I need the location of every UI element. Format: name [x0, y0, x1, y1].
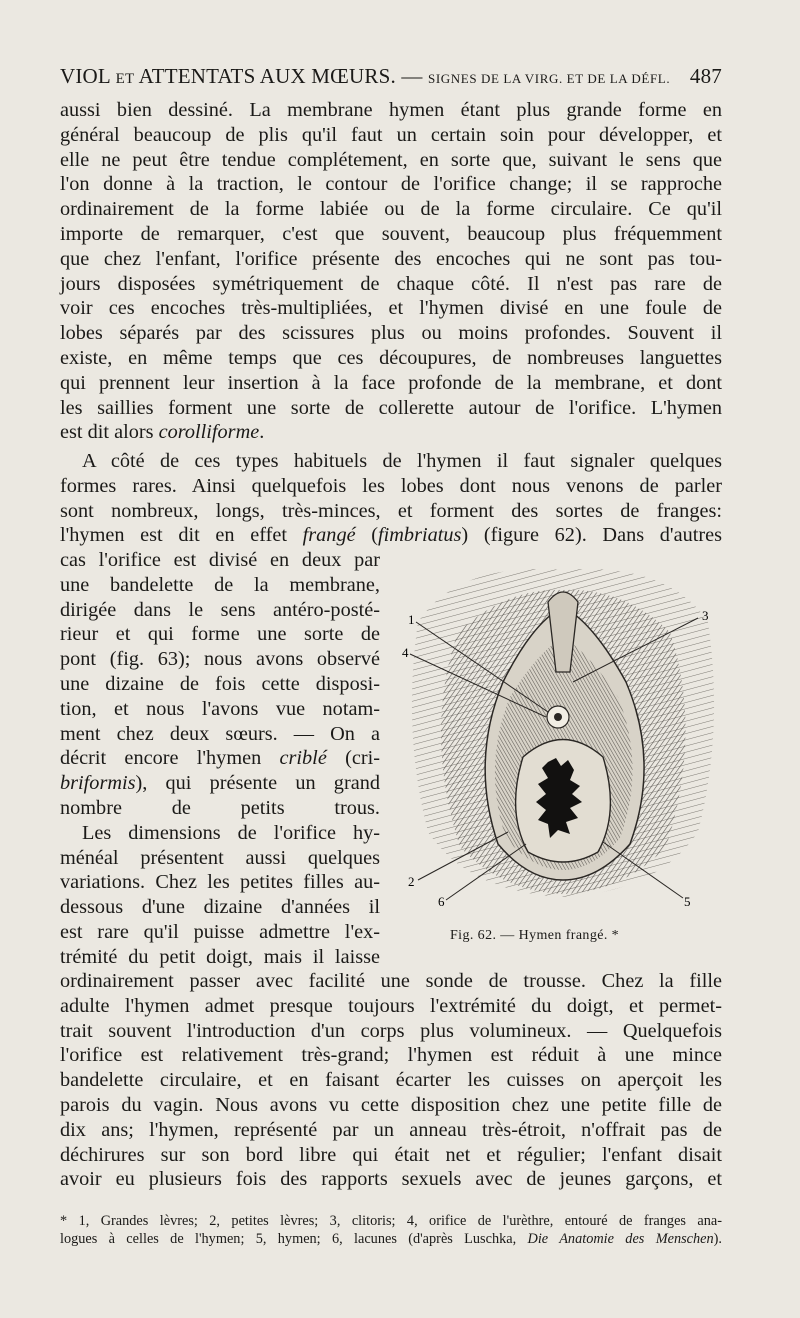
text-line: bandelette circulaire, et en faisant écarter les cuisses on aperçoit les — [60, 1069, 722, 1092]
text-line: qui prennent leur insertion à la face profonde de la membrane, et dont — [60, 371, 722, 394]
text-line: avoir eu plusieurs fois des rapports sexuels avec de jeunes garçons, et — [60, 1168, 722, 1191]
term-crible: criblé — [279, 747, 327, 770]
text-line: général beaucoup de plis qu'il faut un certain soin pour développer, et — [60, 123, 722, 146]
text-line: une dizaine de fois cette disposi- — [60, 672, 380, 695]
figure-caption: Fig. 62. — Hymen frangé. * — [450, 928, 620, 943]
text-line: tion, et nous l'avons vue notam- — [60, 697, 380, 720]
text-line: sont nombreux, longs, très-minces, et forment des sortes de franges: — [60, 499, 722, 522]
text-line: trémité du petit doigt, mais il laisse — [60, 945, 380, 968]
page-number: 487 — [689, 64, 722, 88]
text-line: ménéal présentent aussi quelques — [60, 846, 380, 869]
text-line: dirigée dans le sens antéro-posté- — [60, 598, 380, 621]
text-line: variations. Chez les petites filles au- — [60, 871, 380, 894]
text-line: trait souvent l'introduction d'un corps plus volumineux. — Quelquefois — [60, 1019, 722, 1042]
text-line: est dit alors corolliforme. — [60, 421, 265, 444]
text-line: ordinairement passer avec facilité une sonde de trousse. Chez la fille — [60, 970, 722, 992]
term-fimbriatus: fimbriatus — [378, 524, 462, 547]
text-line: ordinairement de la forme labiée ou de la forme circulaire. Ce qu'il — [60, 198, 722, 221]
text-line: déchirures sur son bord libre qui était net et régulier; l'enfant disait — [60, 1143, 722, 1166]
text-line: dessous d'une dizaine d'années il — [60, 896, 380, 919]
text-line: parois du vagin. Nous avons vu cette disposition chez une petite fille de — [60, 1093, 722, 1116]
text-line: dix ans; l'hymen, représenté par un anneau très-étroit, n'offrait pas de — [60, 1118, 722, 1141]
text-line: l'hymen est dit en effet frangé (fimbriatus) (figure 62). Dans d'autres — [60, 524, 722, 547]
text-line: l'orifice est relativement très-grand; l'hymen est réduit à une mince — [60, 1044, 722, 1067]
figure-label: 5 — [684, 894, 691, 909]
text-line: rieur et qui forme une sorte de — [60, 623, 380, 646]
term-frange: frangé — [302, 524, 356, 547]
paragraph-1 — [60, 98, 722, 445]
text-line: cas l'orifice est divisé en deux par — [60, 549, 380, 571]
footnote — [60, 1212, 722, 1248]
text-line: lobes séparés par des scissures plus ou moins profondes. Souvent il — [60, 322, 722, 345]
text-line: décrit encore l'hymen criblé (cri- — [60, 747, 380, 770]
text-line: nombre de petits trous. — [60, 796, 380, 819]
text-line: A côté de ces types habituels de l'hymen il faut signaler quelques — [82, 450, 722, 472]
text-line: que chez l'enfant, l'orifice présente des encoches qui ne sont pas tou- — [60, 247, 722, 270]
paragraph-3 — [60, 969, 722, 1192]
paragraph-2 — [60, 449, 722, 548]
text-line: une bandelette de la membrane, — [60, 573, 380, 596]
text-line: jours disposées symétriquement de chaque côté. Il n'est pas rare de — [60, 272, 722, 295]
term-cribriformis: briformis — [60, 772, 136, 795]
figure-label: 2 — [408, 874, 415, 889]
text-line: aussi bien dessiné. La membrane hymen étant plus grande forme en — [60, 99, 722, 121]
running-header — [60, 64, 722, 89]
figure-label: 1 — [408, 612, 415, 627]
book-title: Die Anatomie des Menschen — [527, 1231, 714, 1247]
text-line: voir ces encoches très-multipliées, et l'hymen divisé en une foule de — [60, 297, 722, 320]
header-title: VIOL ET ATTENTATS AUX MŒURS. — SIGNES DE LA VIRG. ET DE LA DÉFL. — [60, 64, 671, 88]
figure-label: 3 — [702, 608, 709, 623]
footnote-line: * 1, Grandes lèvres; 2, petites lèvres; 3, clitoris; 4, orifice de l'urèthre, entouré de franges ana- — [60, 1213, 722, 1229]
anatomical-engraving — [398, 562, 724, 922]
text-line: l'on donne à la traction, le contour de l'orifice change; il se rapproche — [60, 173, 722, 196]
footnote-line: logues à celles de l'hymen; 5, hymen; 6, lacunes (d'après Luschka, Die Anatomie des Menschen). — [60, 1231, 722, 1247]
text-line: ment chez deux sœurs. — On a — [60, 722, 380, 745]
text-line: Les dimensions de l'orifice hy- — [82, 821, 380, 844]
figure-label: 6 — [438, 894, 445, 909]
text-line: importe de remarquer, c'est que souvent, beaucoup plus fréquemment — [60, 222, 722, 245]
figure-label: 4 — [402, 645, 409, 660]
wrapped-column — [60, 548, 380, 970]
text-line: adulte l'hymen admet presque toujours l'extrémité du doigt, et permet- — [60, 994, 722, 1017]
text-line: elle ne peut être tendue complétement, en sorte que, suivant le sens que — [60, 148, 722, 171]
text-line: les saillies forment une sorte de collerette autour de l'orifice. L'hymen — [60, 396, 722, 419]
text-line: est rare qu'il puisse admettre l'ex- — [60, 920, 380, 943]
text-line: pont (fig. 63); nous avons observé — [60, 648, 380, 671]
text-line: formes rares. Ainsi quelquefois les lobes dont nous venons de parler — [60, 474, 722, 497]
text-line: existe, en même temps que ces découpures, de nombreuses languettes — [60, 346, 722, 369]
term-corolliforme: corolliforme — [158, 421, 260, 444]
text-line: briformis), qui présente un grand — [60, 772, 380, 795]
